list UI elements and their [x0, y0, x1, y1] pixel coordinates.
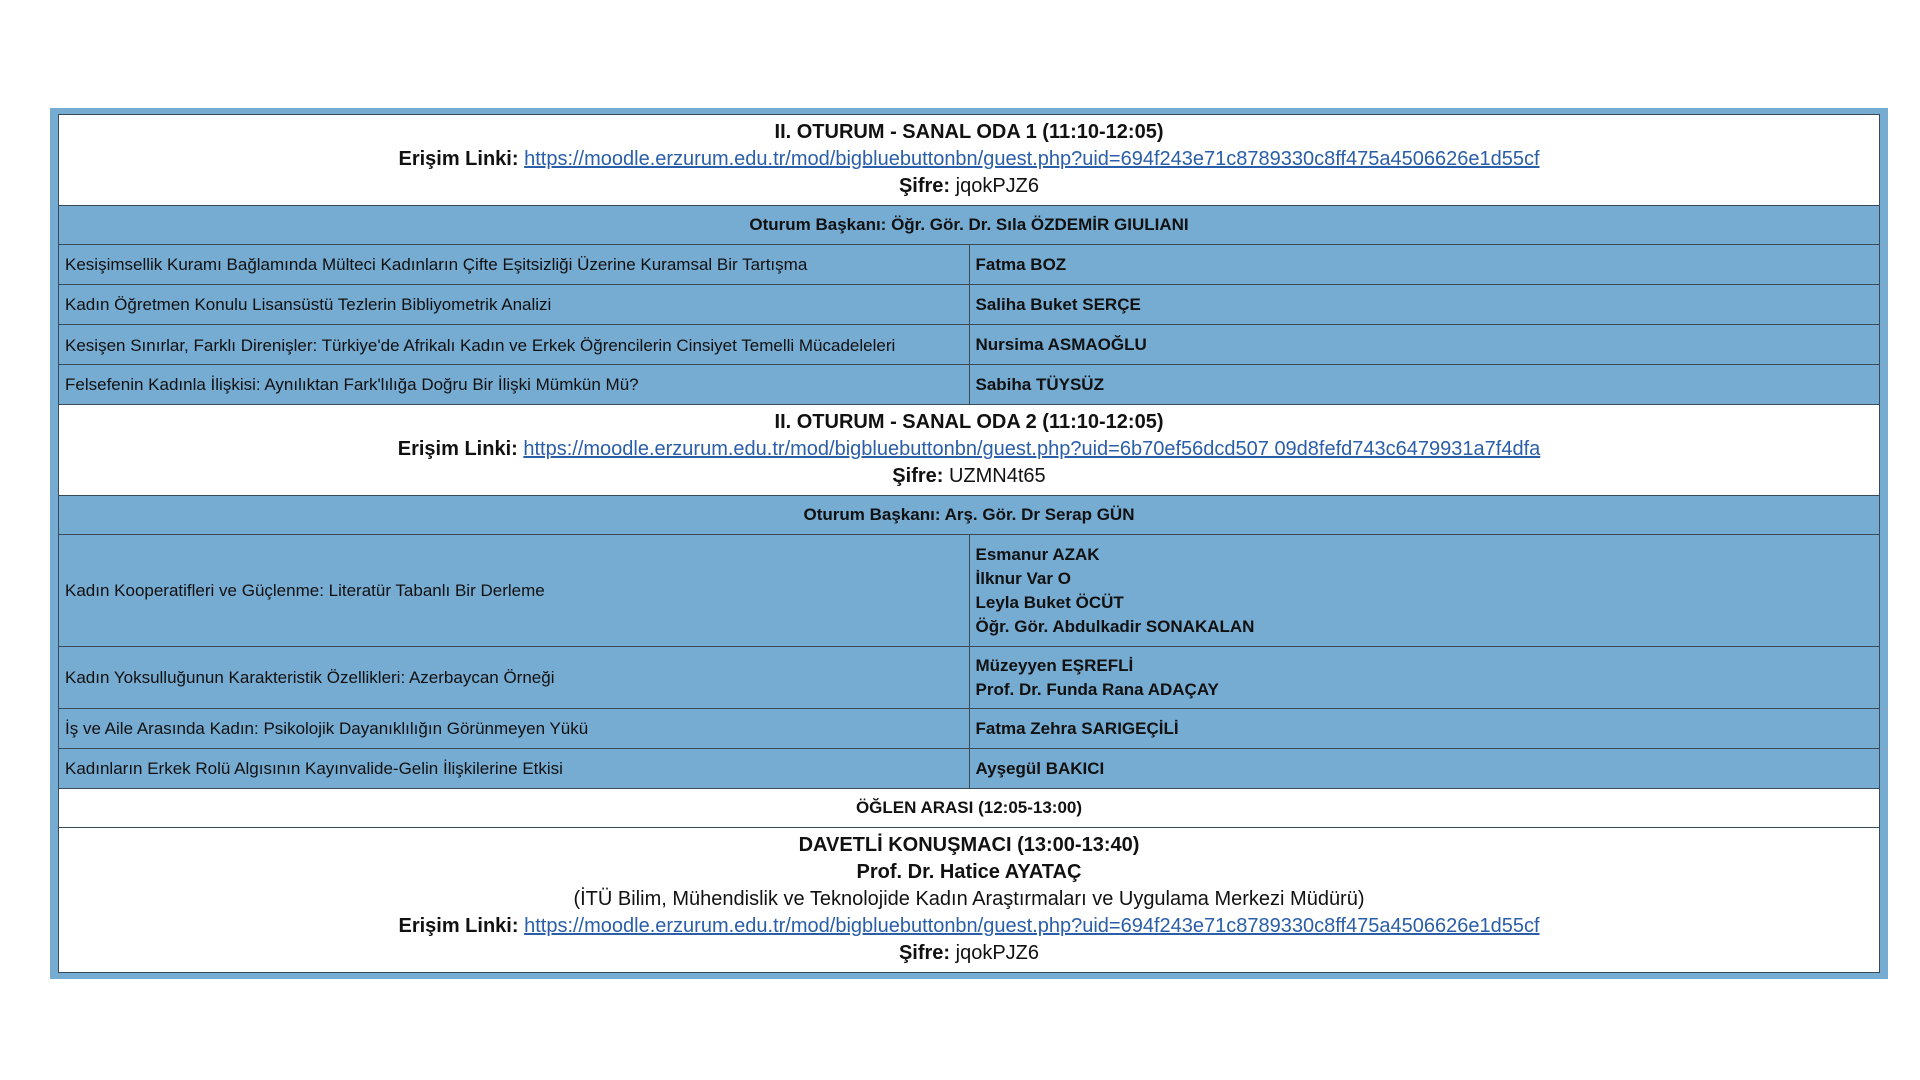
- paper-author: İlknur Var O: [975, 568, 1071, 588]
- keynote-password-line: [65, 940, 1873, 967]
- session2-link[interactable]: https://moodle.erzurum.edu.tr/mod/bigbluebuttonbn/guest.php?uid=6b70ef56dcd507 09d8fefd743c6479931a7f4dfa: [523, 438, 1541, 460]
- session2-title: II. OTURUM - SANAL ODA 2 (11:10-12:05): [774, 411, 1164, 433]
- table-row: [59, 365, 1880, 405]
- session1-link-line: [65, 146, 1873, 173]
- table-row: [59, 749, 1880, 789]
- session2-link-label: Erişim Linki:: [397, 438, 518, 460]
- keynote-row: [59, 828, 1880, 973]
- session2-link-line: [65, 436, 1873, 463]
- paper-title: Kadınların Erkek Rolü Algısının Kayınvalide-Gelin İlişkilerine Etkisi: [59, 749, 970, 789]
- table-row: [59, 325, 1880, 365]
- table-row: [59, 709, 1880, 749]
- keynote-speaker: Prof. Dr. Hatice AYATAÇ: [856, 861, 1082, 883]
- paper-author: Fatma BOZ: [969, 245, 1880, 285]
- keynote-link[interactable]: https://moodle.erzurum.edu.tr/mod/bigbluebuttonbn/guest.php?uid=694f243e71c8789330c8ff475a4506626e1d55cf: [524, 915, 1540, 937]
- paper-author: Müzeyyen EŞREFLİ: [975, 655, 1134, 675]
- table-row: [59, 245, 1880, 285]
- session1-password-line: [65, 173, 1873, 200]
- session2-header-row: [59, 405, 1880, 496]
- session1-header: [59, 115, 1880, 206]
- session1-link-label: Erişim Linki:: [398, 148, 519, 170]
- paper-authors: [969, 647, 1880, 709]
- session1-header-row: [59, 115, 1880, 206]
- paper-title: Felsefenin Kadınla İlişkisi: Aynılıktan Fark'lılığa Doğru Bir İlişki Mümkün Mü?: [59, 365, 970, 405]
- paper-author: Esmanur AZAK: [975, 544, 1100, 564]
- paper-author: Saliha Buket SERÇE: [969, 285, 1880, 325]
- paper-title: Kadın Öğretmen Konulu Lisansüstü Tezlerin Bibliyometrik Analizi: [59, 285, 970, 325]
- session2-password-label: Şifre:: [892, 465, 944, 487]
- keynote-title: DAVETLİ KONUŞMACI (13:00-13:40): [798, 834, 1140, 856]
- lunch-row: [59, 789, 1880, 828]
- table-row: [59, 535, 1880, 647]
- session1-password: jqokPJZ6: [955, 175, 1040, 197]
- table-row: [59, 285, 1880, 325]
- keynote: [59, 828, 1880, 973]
- session1-chair: Oturum Başkanı: Öğr. Gör. Dr. Sıla ÖZDEMİR GIULIANI: [59, 206, 1880, 245]
- session1-link[interactable]: https://moodle.erzurum.edu.tr/mod/bigbluebuttonbn/guest.php?uid=694f243e71c8789330c8ff475a4506626e1d55cf: [524, 148, 1540, 170]
- table-row: [59, 647, 1880, 709]
- session2-password-line: [65, 463, 1873, 490]
- session2-password: UZMN4t65: [948, 465, 1046, 487]
- paper-author: Fatma Zehra SARIGEÇİLİ: [969, 709, 1880, 749]
- session2-chair-row: [59, 496, 1880, 535]
- session2-chair: Oturum Başkanı: Arş. Gör. Dr Serap GÜN: [59, 496, 1880, 535]
- paper-author: Nursima ASMAOĞLU: [969, 325, 1880, 365]
- paper-title-cell: [59, 325, 970, 365]
- lunch-break: ÖĞLEN ARASI (12:05-13:00): [59, 789, 1880, 828]
- paper-title: Kadın Kooperatifleri ve Güçlenme: Literatür Tabanlı Bir Derleme: [59, 535, 970, 647]
- paper-title: Kesişimsellik Kuramı Bağlamında Mülteci Kadınların Çifte Eşitsizliği Üzerine Kuramsal Bir Tartışma: [59, 245, 970, 285]
- paper-author: Ayşegül BAKICI: [969, 749, 1880, 789]
- keynote-link-line: [65, 913, 1873, 940]
- paper-author: Öğr. Gör. Abdulkadir SONAKALAN: [975, 616, 1255, 636]
- program-table: [58, 114, 1880, 973]
- paper-title: Kesişen Sınırlar, Farklı Direnişler: Türkiye'de Afrikalı Kadın ve Erkek Öğrencilerin Cinsiyet Temelli Mücadeleleri: [65, 335, 896, 355]
- keynote-password-label: Şifre:: [898, 942, 951, 964]
- program-table-frame: [50, 108, 1888, 979]
- keynote-link-label: Erişim Linki:: [398, 915, 519, 937]
- session1-password-label: Şifre:: [898, 175, 951, 197]
- session1-chair-row: [59, 206, 1880, 245]
- session1-title: II. OTURUM - SANAL ODA 1 (11:10-12:05): [774, 121, 1164, 143]
- paper-authors: [969, 535, 1880, 647]
- paper-author: Prof. Dr. Funda Rana ADAÇAY: [975, 679, 1219, 699]
- session2-header: [59, 405, 1880, 496]
- paper-author: Leyla Buket ÖCÜT: [975, 592, 1124, 612]
- paper-title: İş ve Aile Arasında Kadın: Psikolojik Dayanıklılığın Görünmeyen Yükü: [59, 709, 970, 749]
- paper-author: Sabiha TÜYSÜZ: [969, 365, 1880, 405]
- keynote-affiliation: (İTÜ Bilim, Mühendislik ve Teknolojide Kadın Araştırmaları ve Uygulama Merkezi Müdürü): [573, 888, 1365, 910]
- keynote-password: jqokPJZ6: [955, 942, 1040, 964]
- paper-title: Kadın Yoksulluğunun Karakteristik Özellikleri: Azerbaycan Örneği: [59, 647, 970, 709]
